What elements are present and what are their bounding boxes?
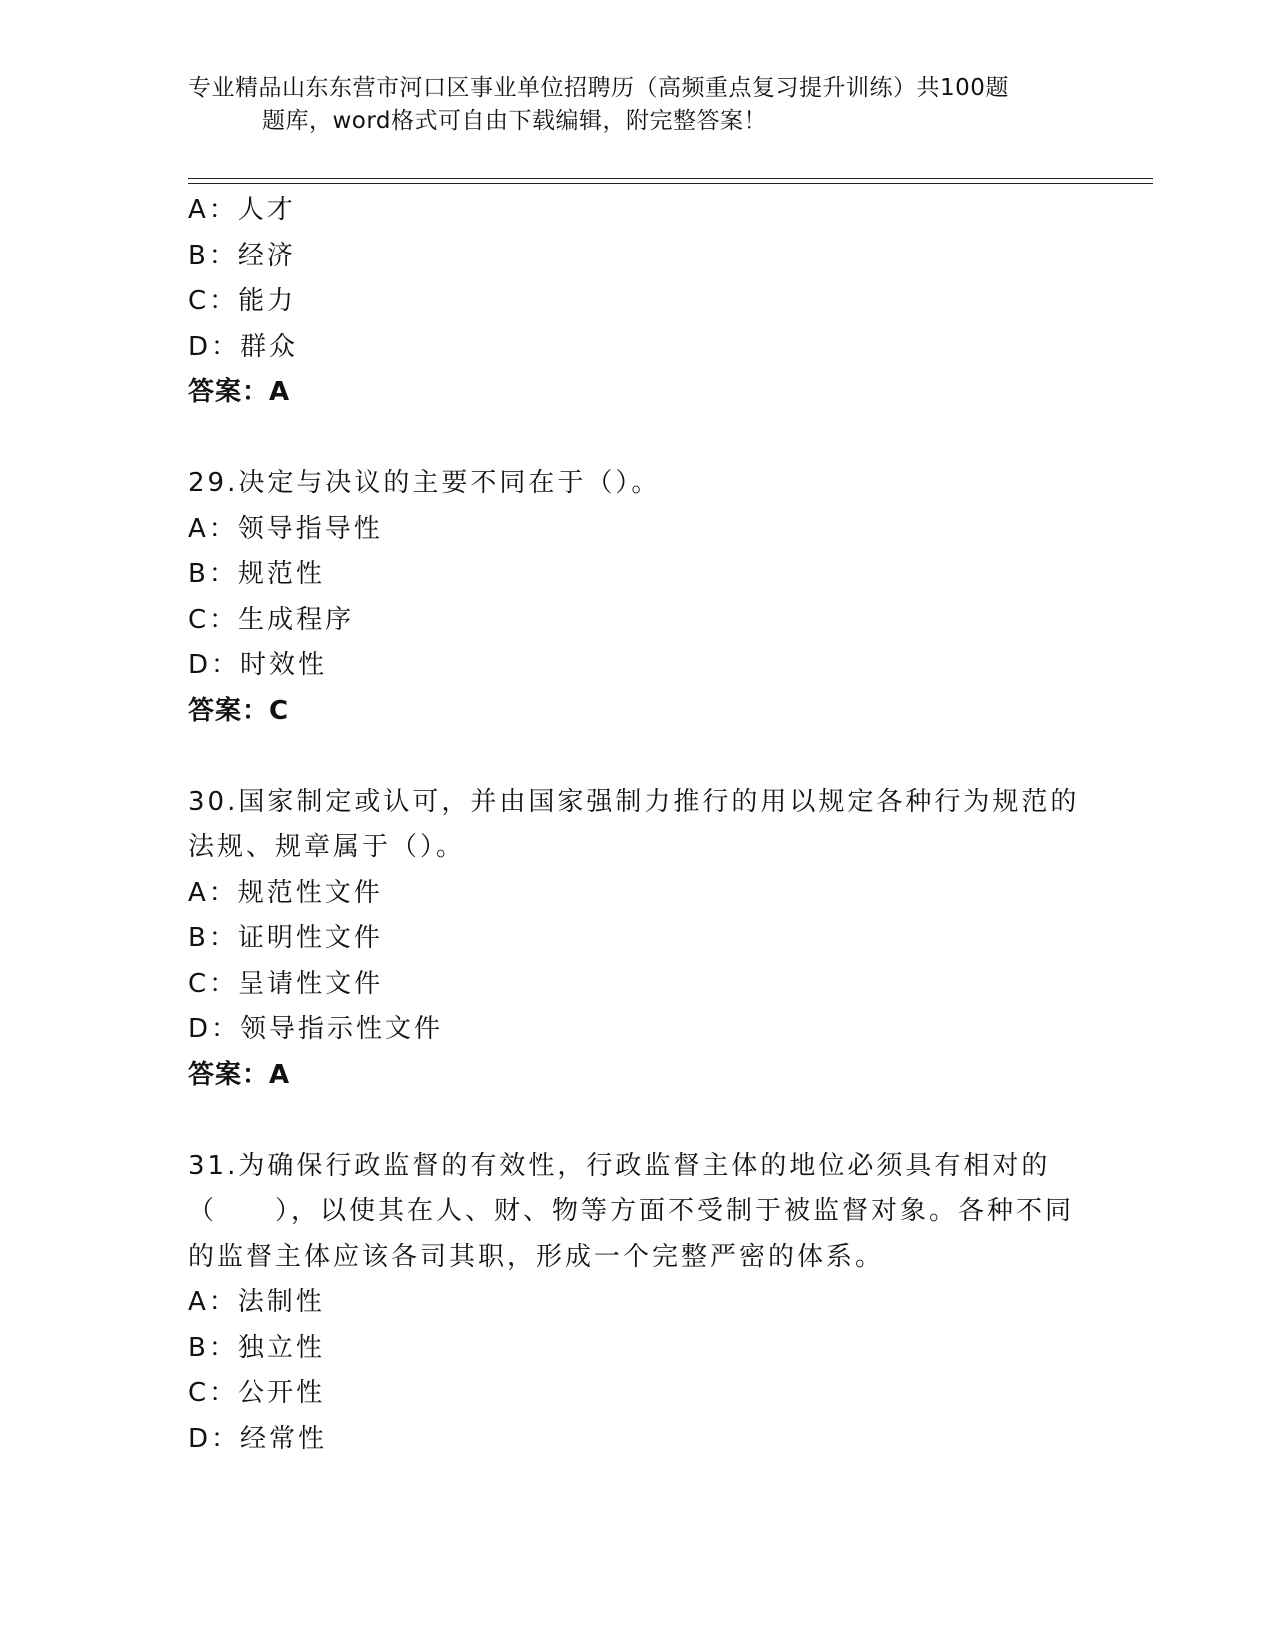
option-a: A：规范性文件 <box>188 877 383 908</box>
block-spacer <box>188 734 1088 780</box>
option-a: A：领导指导性 <box>188 513 383 544</box>
question-text: 29.决定与决议的主要不同在于（）。 <box>188 468 661 498</box>
option-a: A：人才 <box>188 195 296 225</box>
question-block-29 <box>188 461 1088 734</box>
header-divider-top <box>188 178 1153 179</box>
option-b: B：独立性 <box>188 1332 325 1363</box>
header-divider-bottom <box>188 183 1153 184</box>
option-b: B：证明性文件 <box>188 923 383 953</box>
option-d: D：领导指示性文件 <box>188 1014 444 1044</box>
question-text: 的监督主体应该各司其职，形成一个完整严密的体系。 <box>188 1241 885 1272</box>
answer-line: 答案：A <box>188 1059 291 1090</box>
block-spacer <box>188 1098 1088 1144</box>
option-b: B：经济 <box>188 240 296 271</box>
question-list <box>188 188 1088 1462</box>
option-d: D：时效性 <box>188 650 328 680</box>
answer-line: 答案：A <box>188 377 291 407</box>
option-d: D：群众 <box>188 331 299 362</box>
header-title-line1: 专业精品山东东营市河口区事业单位招聘历（高频重点复习提升训练）共100题 <box>188 75 1009 101</box>
option-b: B：规范性 <box>188 559 325 589</box>
question-block-28 <box>188 188 1088 416</box>
question-text: 31.为确保行政监督的有效性，行政监督主体的地位必须具有相对的 <box>188 1150 1051 1181</box>
question-text: 30.国家制定或认可，并由国家强制力推行的用以规定各种行为规范的 <box>188 786 1080 817</box>
option-c: C：公开性 <box>188 1378 326 1408</box>
option-d: D：经常性 <box>188 1423 328 1454</box>
option-c: C：呈请性文件 <box>188 968 384 999</box>
option-c: C：能力 <box>188 286 297 316</box>
document-header <box>188 72 1088 138</box>
question-block-31 <box>188 1144 1088 1463</box>
question-text: 法规、规章属于（）。 <box>188 832 466 862</box>
header-title-line2: 题库，word格式可自由下载编辑，附完整答案！ <box>262 108 768 134</box>
answer-line: 答案：C <box>188 695 290 726</box>
question-block-30 <box>188 780 1088 1099</box>
option-c: C：生成程序 <box>188 604 355 635</box>
block-spacer <box>188 416 1088 462</box>
option-a: A：法制性 <box>188 1287 325 1317</box>
question-text: （ ），以使其在人、财、物等方面不受制于被监督对象。各种不同 <box>188 1196 1075 1226</box>
